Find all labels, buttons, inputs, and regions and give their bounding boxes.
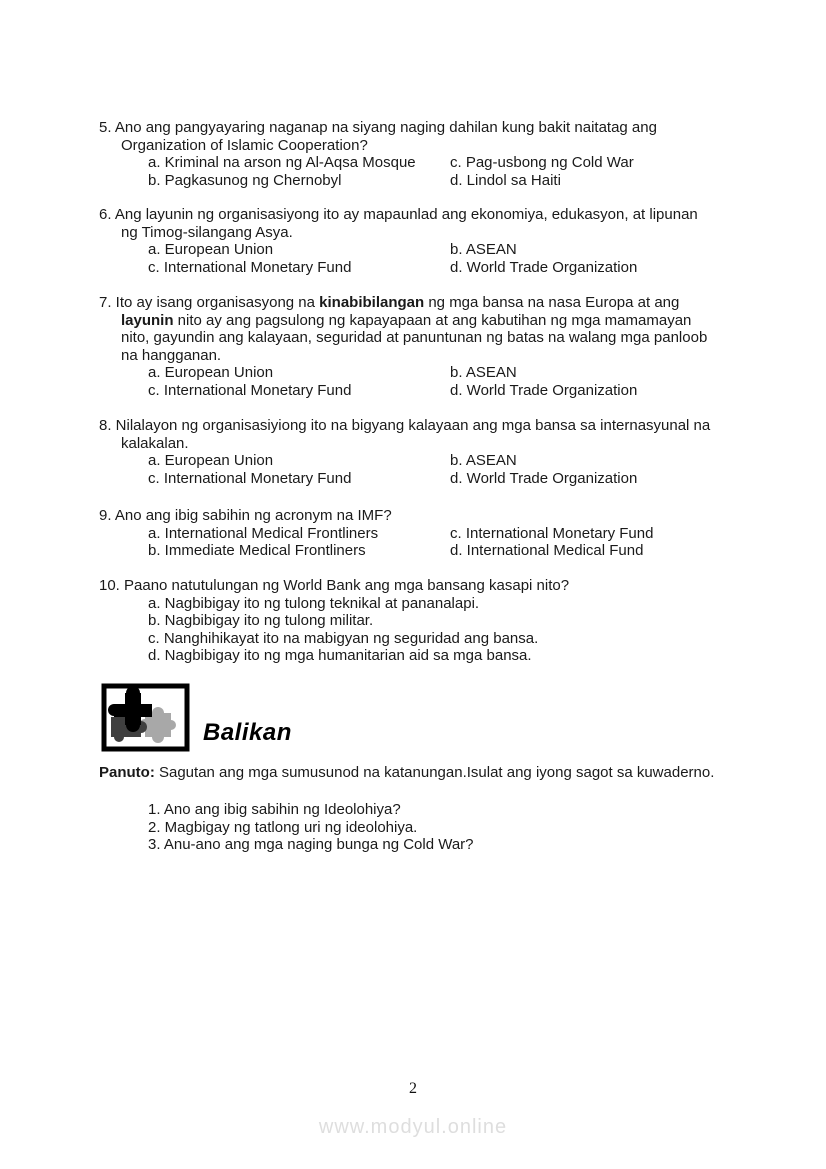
options-grid: [148, 241, 698, 276]
question-5: [99, 119, 657, 189]
instructions: [99, 764, 714, 782]
option-a: a. International Medical Frontliners: [148, 524, 379, 542]
question-text-segment: nito ay ang pagsulong ng kapayapaan at ang kabutihan ng mga mamamayan: [173, 311, 692, 329]
puzzle-pieces-icon: [101, 683, 190, 752]
question-text-line: 9. Ano ang ibig sabihin ng acronym na IMF?: [99, 507, 392, 524]
option-c: c. Pag-usbong ng Cold War: [450, 154, 634, 171]
question-text-segment: ng mga bansa na nasa Europa at ang: [424, 294, 680, 311]
option-c: c. International Monetary Fund: [450, 524, 654, 542]
options-grid: [148, 525, 653, 560]
question-text-line: [99, 312, 707, 330]
question-text-bold: kinabibilangan: [319, 294, 425, 311]
option-a: a. Nagbibigay ito ng tulong teknikal at pananalapi.: [148, 594, 480, 612]
review-question: 1. Ano ang ibig sabihin ng Ideolohiya?: [148, 801, 401, 818]
option-b: b. ASEAN: [450, 452, 517, 469]
question-9: [99, 507, 653, 560]
option-d: d. Nagbibigay ito ng mga humanitarian aid sa mga bansa.: [148, 647, 532, 664]
option-a: a. Kriminal na arson ng Al-Aqsa Mosque: [148, 154, 416, 171]
option-b: b. Nagbibigay ito ng tulong militar.: [148, 612, 374, 629]
question-text-bold: layunin: [121, 311, 174, 329]
option-c: c. International Monetary Fund: [148, 258, 352, 276]
question-text-line: 5. Ano ang pangyayaring naganap na siyang naging dahilan kung bakit naitatag ang: [99, 119, 657, 136]
option-a: a. European Union: [148, 364, 274, 381]
instructions-label: Panuto:: [99, 764, 155, 781]
options-grid: [148, 154, 657, 189]
question-6: [99, 206, 698, 276]
question-text-line: [99, 294, 707, 312]
question-text-line: 6. Ang layunin ng organisasiyong ito ay mapaunlad ang ekonomiya, edukasyon, at lipunan: [99, 206, 698, 223]
question-text-line: nito, gayundin ang kalayaan, seguridad at panuntunan ng batas na walang mga panloob: [121, 329, 708, 346]
review-question: 3. Anu-ano ang mga naging bunga ng Cold War?: [148, 836, 474, 853]
options-grid: [148, 452, 710, 487]
watermark: www.modyul.online: [318, 1116, 508, 1138]
section-title-balikan: Balikan: [203, 718, 292, 746]
question-text-line: na hangganan.: [121, 346, 222, 364]
option-d: d. World Trade Organization: [450, 381, 638, 399]
question-text-line: kalakalan.: [121, 434, 189, 452]
question-text-line: 8. Nilalayon ng organisasiyiong ito na bigyang kalayaan ang mga bansa sa internasyunal na: [99, 417, 711, 434]
option-b: b. Pagkasunog ng Chernobyl: [148, 171, 342, 189]
option-d: d. International Medical Fund: [450, 542, 644, 559]
options-grid: [148, 364, 707, 399]
option-b: b. ASEAN: [450, 241, 517, 258]
option-c: c. International Monetary Fund: [148, 469, 352, 487]
review-question: 2. Magbigay ng tatlong uri ng ideolohiya.: [148, 818, 418, 836]
option-d: d. World Trade Organization: [450, 469, 638, 487]
review-question-list: [148, 801, 474, 854]
option-d: d. Lindol sa Haiti: [450, 171, 561, 189]
option-a: a. European Union: [148, 452, 274, 469]
question-8: [99, 417, 710, 487]
question-text-line: 10. Paano natutulungan ng World Bank ang mga bansang kasapi nito?: [99, 577, 570, 594]
option-d: d. World Trade Organization: [450, 258, 638, 276]
question-text-line: ng Timog-silangang Asya.: [121, 223, 293, 241]
option-b: b. ASEAN: [450, 364, 517, 381]
question-text-segment: 7. Ito ay isang organisasyong na: [99, 294, 320, 311]
option-b: b. Immediate Medical Frontliners: [148, 542, 366, 559]
question-7: [99, 294, 707, 399]
instructions-text: Sagutan ang mga sumusunod na katanungan.Isulat ang iyong sagot sa kuwaderno.: [154, 764, 715, 781]
question-10: [99, 577, 569, 665]
option-c: c. International Monetary Fund: [148, 381, 352, 399]
option-a: a. European Union: [148, 241, 274, 258]
options-list: [148, 595, 569, 665]
option-c: c. Nanghihikayat ito na mabigyan ng seguridad ang bansa.: [148, 629, 539, 647]
question-text-line: Organization of Islamic Cooperation?: [121, 136, 368, 154]
page-number: 2: [409, 1080, 417, 1097]
